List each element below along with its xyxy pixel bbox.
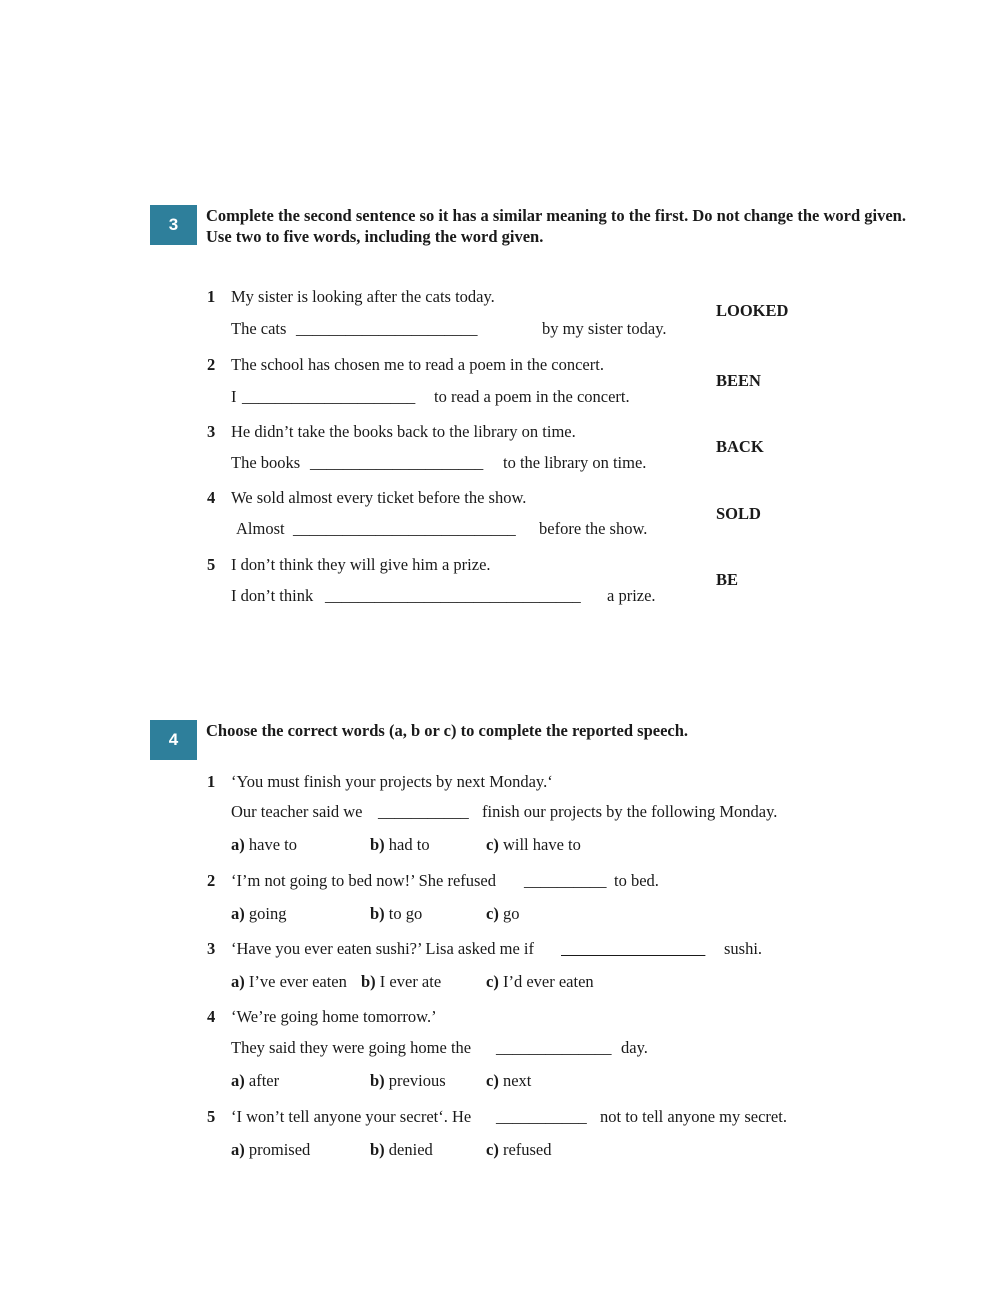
option-label: b) [370, 904, 385, 923]
option-c[interactable] [486, 1071, 531, 1091]
option-text: next [502, 1071, 532, 1090]
reported-sentence-end: finish our projects by the following Monday. [482, 802, 778, 821]
option-text: I’d ever eaten [502, 972, 594, 991]
item-number: 3 [207, 422, 216, 441]
option-text: will have to [502, 835, 581, 854]
option-label: c) [486, 904, 499, 923]
first-sentence: I don’t think they will give him a prize. [231, 555, 491, 574]
option-label: a) [231, 972, 245, 991]
option-a[interactable] [231, 972, 347, 992]
keyword: SOLD [716, 504, 761, 523]
first-sentence: My sister is looking after the cats today. [231, 287, 495, 306]
option-label: a) [231, 904, 245, 923]
option-text: to go [388, 904, 423, 923]
answer-blank[interactable]: ___________________________ [293, 519, 516, 538]
item-number: 5 [207, 555, 216, 574]
answer-blank[interactable] [561, 939, 705, 959]
second-sentence-end: to the library on time. [503, 453, 647, 472]
option-text: I ever ate [379, 972, 442, 991]
quote-sentence-start: ‘Have you ever eaten sushi?’ Lisa asked me if [231, 939, 534, 958]
option-text: after [248, 1071, 280, 1090]
second-sentence-start: The cats [231, 319, 287, 338]
question-number: 2 [207, 871, 216, 890]
option-c[interactable] [486, 972, 594, 992]
instruction-line: Complete the second sentence so it has a similar meaning to the first. Do not change the word given. [206, 206, 906, 225]
question-number: 5 [207, 1107, 216, 1126]
second-sentence-start: I don’t think [231, 586, 314, 605]
option-a[interactable] [231, 1140, 310, 1160]
option-a[interactable] [231, 835, 297, 855]
answer-blank[interactable]: _____________________ [242, 387, 416, 406]
second-sentence-end: by my sister today. [542, 319, 667, 338]
option-text: previous [388, 1071, 446, 1090]
second-sentence-end: a prize. [607, 586, 656, 605]
second-sentence-end: before the show. [539, 519, 648, 538]
option-b[interactable] [370, 1140, 433, 1160]
option-b[interactable] [361, 972, 441, 992]
instruction-line: Use two to five words, including the word given. [206, 227, 544, 246]
question-number: 4 [207, 1007, 216, 1026]
option-text: refused [502, 1140, 552, 1159]
reported-sentence-start: Our teacher said we [231, 802, 363, 821]
keyword: BACK [716, 437, 764, 456]
reported-sentence-end: day. [621, 1038, 648, 1057]
option-label: a) [231, 1140, 245, 1159]
option-label: c) [486, 972, 499, 991]
option-a[interactable] [231, 1071, 279, 1091]
second-sentence-start: Almost [236, 519, 285, 538]
option-text: go [502, 904, 520, 923]
quote-sentence: ‘You must finish your projects by next Monday.‘ [231, 772, 553, 791]
reported-sentence-start: They said they were going home the [231, 1038, 472, 1057]
item-number: 4 [207, 488, 216, 507]
exercise-instruction: Choose the correct words (a, b or c) to complete the reported speech. [206, 721, 689, 740]
second-sentence-end: to read a poem in the concert. [434, 387, 630, 406]
exercise-instruction [206, 205, 906, 247]
answer-blank[interactable]: ______________________ [296, 319, 478, 338]
quote-sentence-start: ‘I’m not going to bed now!’ She refused [231, 871, 497, 890]
option-label: c) [486, 1071, 499, 1090]
option-text: promised [248, 1140, 311, 1159]
option-b[interactable] [370, 1071, 446, 1091]
option-label: b) [370, 1071, 385, 1090]
question-number: 3 [207, 939, 216, 958]
option-b[interactable] [370, 835, 430, 855]
quote-sentence-start: ‘I won’t tell anyone your secret‘. He [231, 1107, 472, 1126]
option-label: c) [486, 1140, 499, 1159]
option-c[interactable] [486, 904, 519, 924]
first-sentence: We sold almost every ticket before the show. [231, 488, 527, 507]
first-sentence: The school has chosen me to read a poem in the concert. [231, 355, 604, 374]
second-sentence-start: I [231, 387, 237, 406]
answer-blank[interactable]: _______________________________ [325, 586, 581, 605]
exercise-number-badge: 3 [150, 205, 197, 245]
keyword: BE [716, 570, 739, 589]
keyword: LOOKED [716, 301, 789, 320]
option-label: a) [231, 1071, 245, 1090]
option-label: b) [370, 1140, 385, 1159]
keyword: BEEN [716, 371, 761, 390]
exercise-number-badge: 4 [150, 720, 197, 760]
quote-sentence-end: not to tell anyone my secret. [600, 1107, 787, 1126]
option-text: going [248, 904, 287, 923]
option-label: b) [370, 835, 385, 854]
option-text: had to [388, 835, 430, 854]
option-label: a) [231, 835, 245, 854]
quote-sentence-end: to bed. [614, 871, 659, 890]
answer-blank[interactable]: ___________ [496, 1107, 587, 1126]
answer-blank[interactable]: ___________ [378, 802, 469, 821]
first-sentence: He didn’t take the books back to the library on time. [231, 422, 576, 441]
option-c[interactable] [486, 835, 581, 855]
option-text: have to [248, 835, 297, 854]
question-number: 1 [207, 772, 216, 791]
option-text: denied [388, 1140, 433, 1159]
answer-blank[interactable]: ______________ [496, 1038, 612, 1057]
quote-sentence-end: sushi. [724, 939, 763, 958]
option-text: I’ve ever eaten [248, 972, 347, 991]
answer-blank[interactable]: _____________________ [310, 453, 484, 472]
option-a[interactable] [231, 904, 286, 924]
second-sentence-start: The books [231, 453, 301, 472]
option-label: b) [361, 972, 376, 991]
item-number: 1 [207, 287, 216, 306]
answer-blank[interactable]: __________ [524, 871, 607, 890]
quote-sentence: ‘We’re going home tomorrow.’ [231, 1007, 437, 1026]
option-b[interactable] [370, 904, 422, 924]
item-number: 2 [207, 355, 216, 374]
option-label: c) [486, 835, 499, 854]
option-c[interactable] [486, 1140, 552, 1160]
